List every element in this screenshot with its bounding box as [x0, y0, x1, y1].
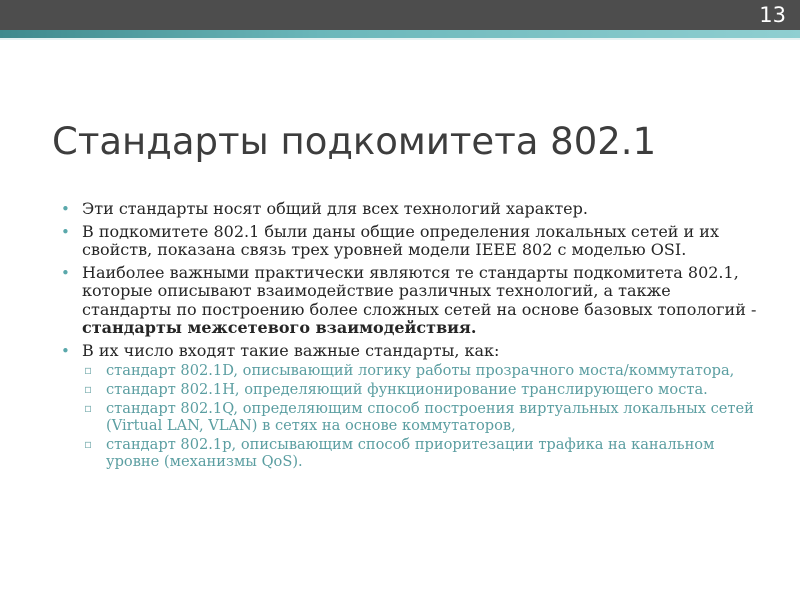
bullet-bold-text: стандарты межсетевого взаимодействия. [82, 318, 477, 337]
bullet-text: Наиболее важными практически являются те стандарты подкомитета 802.1, которые описывают взаимодействие различных технологий, а также стандарты по построению более сложных сетей на основе базовых топологий - [82, 262, 757, 319]
sub-bullet-item [82, 400, 758, 434]
square-bullet-icon: ▫ [84, 363, 93, 377]
square-bullet-icon: ▫ [84, 401, 93, 415]
slide-number: 13 [759, 3, 786, 27]
accent-stripe [0, 30, 800, 40]
sub-bullet-text: стандарт 802.1D, описывающий логику работы прозрачного моста/коммутатора, [106, 362, 735, 379]
bullet-item [58, 342, 758, 471]
sub-bullet-list [82, 362, 758, 470]
bullet-dot-icon: • [61, 263, 70, 282]
sub-bullet-text: стандарт 802.1р, описывающим способ приоритезации трафика на канальном уровне (механизмы QoS). [106, 436, 715, 470]
square-bullet-icon: ▫ [84, 382, 93, 396]
top-bar [0, 0, 800, 30]
bullet-item [58, 264, 758, 338]
bullet-item [58, 223, 758, 260]
sub-bullet-text: стандарт 802.1Q, определяющим способ построения виртуальных локальных сетей (Virtual LAN, VLAN) в сетях на основе коммутаторов, [106, 400, 754, 434]
bullet-dot-icon: • [61, 222, 70, 241]
sub-bullet-item [82, 362, 758, 379]
bullet-dot-icon: • [61, 200, 70, 218]
sub-bullet-text: стандарт 802.1H, определяющий функционирование транслирующего моста. [106, 381, 708, 398]
bullet-text: В подкомитете 802.1 были даны общие определения локальных сетей и их свойств, показана связь трех уровней модели IEEE 802 с моделью OSI. [82, 221, 719, 259]
bullet-text: Эти стандарты носят общий для всех технологий характер. [82, 199, 588, 218]
sub-bullet-item [82, 436, 758, 470]
slide-title: Стандарты подкомитета 802.1 [52, 120, 657, 163]
square-bullet-icon: ▫ [84, 437, 93, 451]
bullet-list [58, 200, 758, 474]
sub-bullet-item [82, 381, 758, 398]
bullet-dot-icon: • [61, 341, 70, 360]
bullet-text: В их число входят такие важные стандарты, как: [82, 340, 500, 360]
bullet-item [58, 200, 758, 219]
